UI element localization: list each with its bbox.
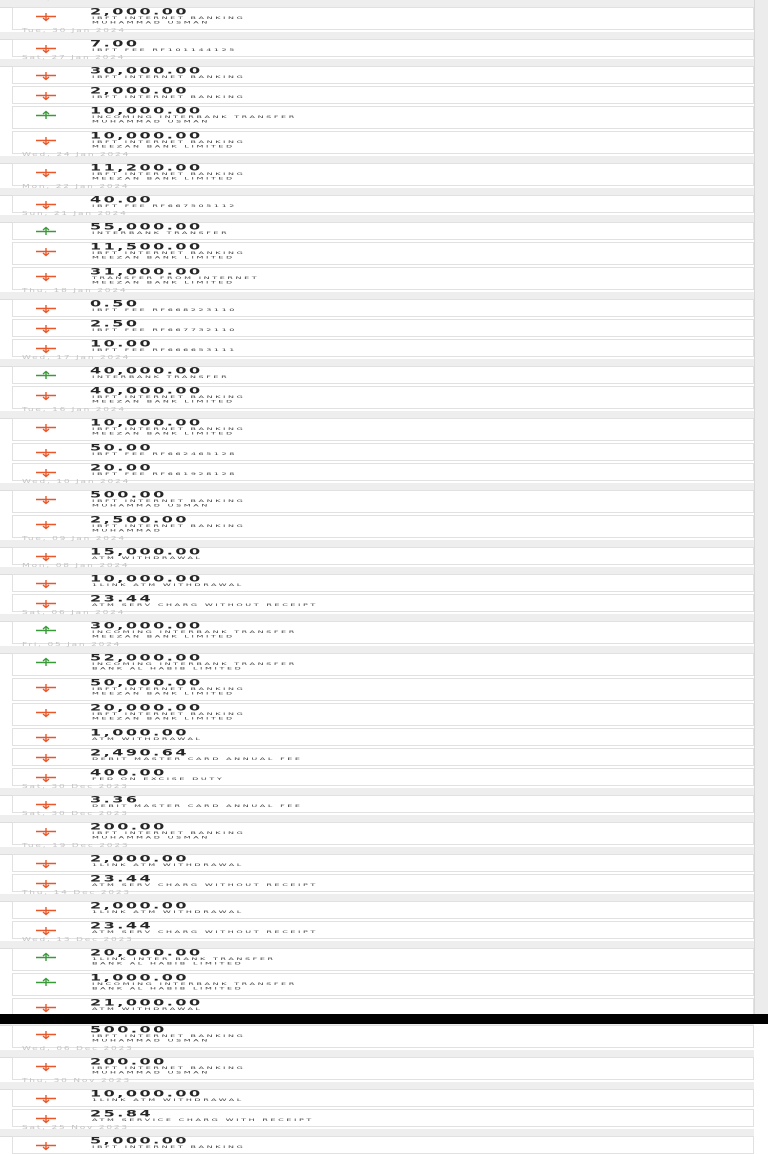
debit-arrow-icon bbox=[35, 200, 57, 209]
transaction-description-line: MUHAMMAD USMAN bbox=[92, 119, 210, 124]
transaction-description-line: MUHAMMAD USMAN bbox=[92, 835, 210, 840]
date-header-label: Wed, 06 Dec 2023 bbox=[22, 1046, 134, 1052]
transaction-description-line: IBFT INTERNET BANKING bbox=[92, 75, 246, 80]
date-header-label: Sat, 06 Jan 2024 bbox=[22, 610, 126, 616]
transaction-description bbox=[92, 524, 245, 533]
transaction-amount: 20,000.00 bbox=[90, 702, 203, 713]
date-header-label: Tue, 16 Jan 2024 bbox=[22, 407, 126, 413]
transaction-row[interactable] bbox=[12, 443, 754, 461]
transaction-description-line: IBFT INTERNET BANKING bbox=[92, 1066, 246, 1071]
transaction-description-line: BANK AL HABIB LIMITED bbox=[92, 961, 244, 966]
debit-arrow-icon bbox=[35, 324, 57, 333]
transaction-description-line: IBFT FEE RF101144125 bbox=[92, 48, 237, 53]
transaction-description-line: IBFT FEE RF667732110 bbox=[92, 328, 237, 333]
transaction-description bbox=[92, 276, 259, 285]
transaction-description-line: IBFT FEE RF667505112 bbox=[92, 204, 237, 209]
credit-arrow-icon bbox=[35, 371, 57, 380]
transaction-row[interactable] bbox=[12, 242, 754, 265]
transaction-amount: 1,000.00 bbox=[90, 727, 189, 738]
transaction-description bbox=[92, 1034, 245, 1043]
transaction-row[interactable] bbox=[12, 1136, 754, 1154]
transaction-description-line: BANK AL HABIB LIMITED bbox=[92, 986, 244, 991]
date-header-label: Mon, 08 Jan 2024 bbox=[22, 563, 130, 569]
transaction-amount: 40.00 bbox=[90, 194, 154, 205]
transaction-amount: 10,000.00 bbox=[90, 417, 203, 428]
transaction-description-line: MUHAMMAD USMAN bbox=[92, 1038, 210, 1043]
debit-arrow-icon bbox=[35, 800, 57, 809]
transaction-description-line: MEEZAN BANK LIMITED bbox=[92, 399, 235, 404]
transaction-row[interactable] bbox=[12, 490, 754, 513]
transaction-description-line: INCOMING INTERBANK TRANSFER bbox=[92, 630, 297, 635]
transaction-amount: 2,000.00 bbox=[90, 6, 189, 17]
transaction-description bbox=[92, 583, 244, 588]
transaction-amount: 7.00 bbox=[90, 38, 140, 49]
transaction-row[interactable] bbox=[12, 703, 754, 726]
transaction-description-line: IBFT INTERNET BANKING bbox=[92, 395, 246, 400]
transaction-description bbox=[92, 472, 237, 477]
debit-arrow-icon bbox=[35, 1003, 57, 1012]
date-header-label: Tue, 30 Jan 2024 bbox=[22, 28, 126, 34]
date-header-label: Sat, 30 Dec 2023 bbox=[22, 784, 129, 790]
transaction-row[interactable] bbox=[12, 621, 754, 644]
transaction-amount: 11,200.00 bbox=[90, 162, 203, 173]
transaction-amount: 50.00 bbox=[90, 442, 154, 453]
transaction-description-line: MUHAMMAD USMAN bbox=[92, 1070, 210, 1075]
debit-arrow-icon bbox=[35, 304, 57, 313]
debit-arrow-icon bbox=[35, 599, 57, 608]
debit-arrow-icon bbox=[35, 1094, 57, 1103]
transaction-row[interactable] bbox=[12, 1025, 754, 1048]
transaction-description-line: ATM SERV CHARG WITHOUT RECEIPT bbox=[92, 603, 318, 608]
transaction-row[interactable] bbox=[12, 948, 754, 971]
transaction-description-line: ATM WITHDRAWAL bbox=[92, 1007, 203, 1012]
transaction-description-line: MEEZAN BANK LIMITED bbox=[92, 431, 235, 436]
date-header-label: Wed, 17 Jan 2024 bbox=[22, 355, 131, 361]
debit-arrow-icon bbox=[35, 468, 57, 477]
credit-arrow-icon bbox=[35, 227, 57, 236]
transaction-description bbox=[92, 712, 245, 721]
transaction-amount: 2,000.00 bbox=[90, 900, 189, 911]
date-header-label: Sat, 25 Nov 2023 bbox=[22, 1125, 129, 1131]
debit-arrow-icon bbox=[35, 136, 57, 145]
date-header-label: Wed, 13 Dec 2023 bbox=[22, 937, 134, 943]
transaction-amount: 5,000.00 bbox=[90, 1135, 189, 1146]
transaction-amount: 200.00 bbox=[90, 1056, 167, 1067]
transaction-row[interactable] bbox=[12, 106, 754, 129]
transaction-description-line: INCOMING INTERBANK TRANSFER bbox=[92, 982, 297, 987]
transaction-amount: 11,500.00 bbox=[90, 241, 203, 252]
transaction-description bbox=[92, 115, 297, 124]
transaction-description bbox=[92, 1066, 245, 1075]
transaction-description bbox=[92, 1145, 245, 1150]
transaction-row[interactable] bbox=[12, 574, 754, 592]
transaction-amount: 2,490.64 bbox=[90, 747, 189, 758]
debit-arrow-icon bbox=[35, 391, 57, 400]
date-header-label bbox=[22, 0, 132, 2]
debit-arrow-icon bbox=[35, 579, 57, 588]
transaction-amount: 2.50 bbox=[90, 318, 140, 329]
transaction-description-line: 1LINK INTER BANK TRANSFER bbox=[92, 957, 276, 962]
transaction-row[interactable] bbox=[12, 86, 754, 104]
transaction-amount: 2,000.00 bbox=[90, 853, 189, 864]
transaction-amount: 3.36 bbox=[90, 794, 140, 805]
debit-arrow-icon bbox=[35, 247, 57, 256]
transaction-description-line: 1LINK ATM WITHDRAWAL bbox=[92, 863, 244, 868]
transaction-amount: 10,000.00 bbox=[90, 105, 203, 116]
transaction-description-line: IBFT FEE RF668223110 bbox=[92, 308, 237, 313]
date-header-label: Wed, 10 Jan 2024 bbox=[22, 479, 131, 485]
transaction-description-line: ATM SERV CHARG WITHOUT RECEIPT bbox=[92, 930, 318, 935]
transaction-row[interactable] bbox=[12, 366, 754, 384]
transaction-amount: 500.00 bbox=[90, 489, 167, 500]
transaction-description-line: ATM WITHDRAWAL bbox=[92, 737, 203, 742]
transaction-description bbox=[92, 930, 318, 935]
date-header-label: Sun, 21 Jan 2024 bbox=[22, 211, 128, 217]
transaction-description bbox=[92, 1098, 244, 1103]
transaction-description-line: 1LINK ATM WITHDRAWAL bbox=[92, 583, 244, 588]
transaction-row[interactable] bbox=[12, 973, 754, 996]
debit-arrow-icon bbox=[35, 1114, 57, 1123]
transaction-row[interactable] bbox=[12, 728, 754, 746]
transaction-amount: 31,000.00 bbox=[90, 266, 203, 277]
transaction-description bbox=[92, 95, 245, 100]
transaction-description-line: INCOMING INTERBANK TRANSFER bbox=[92, 115, 297, 120]
transaction-description-line: IBFT INTERNET BANKING bbox=[92, 499, 246, 504]
debit-arrow-icon bbox=[35, 12, 57, 21]
transaction-description bbox=[92, 140, 245, 149]
transaction-description-line: IBFT FEE RF662465128 bbox=[92, 452, 237, 457]
transaction-description bbox=[92, 452, 237, 457]
transaction-description bbox=[92, 328, 237, 333]
transaction-description-line: TRANSFER FROM INTERNET bbox=[92, 276, 260, 281]
transaction-description bbox=[92, 348, 237, 353]
transaction-description bbox=[92, 1007, 203, 1012]
debit-arrow-icon bbox=[35, 344, 57, 353]
debit-arrow-icon bbox=[35, 753, 57, 762]
transaction-row[interactable] bbox=[12, 678, 754, 701]
transaction-description bbox=[92, 556, 203, 561]
debit-arrow-icon bbox=[35, 520, 57, 529]
transaction-description-line: IBFT INTERNET BANKING bbox=[92, 16, 246, 21]
transaction-description bbox=[92, 957, 276, 966]
transaction-row[interactable] bbox=[12, 131, 754, 154]
transaction-description-line: DEBIT MASTER CARD ANNUAL FEE bbox=[92, 757, 303, 762]
transaction-description bbox=[92, 863, 244, 868]
debit-arrow-icon bbox=[35, 71, 57, 80]
debit-arrow-icon bbox=[35, 773, 57, 782]
debit-arrow-icon bbox=[35, 1062, 57, 1071]
date-header-label: Sat, 30 Dec 2023 bbox=[22, 811, 129, 817]
credit-arrow-icon bbox=[35, 978, 57, 987]
transaction-description bbox=[92, 982, 297, 991]
transaction-description bbox=[92, 16, 245, 25]
transaction-description-line: ATM WITHDRAWAL bbox=[92, 556, 203, 561]
debit-arrow-icon bbox=[35, 272, 57, 281]
debit-arrow-icon bbox=[35, 926, 57, 935]
transaction-description bbox=[92, 204, 237, 209]
scrollbar[interactable] bbox=[754, 0, 768, 1014]
transaction-description bbox=[92, 831, 245, 840]
transaction-description-line: IBFT INTERNET BANKING bbox=[92, 251, 246, 256]
debit-arrow-icon bbox=[35, 423, 57, 432]
transaction-row[interactable] bbox=[12, 1089, 754, 1107]
transaction-row[interactable] bbox=[12, 66, 754, 84]
transaction-description-line: IBFT INTERNET BANKING bbox=[92, 1034, 246, 1039]
transaction-row[interactable] bbox=[12, 1057, 754, 1080]
transaction-description bbox=[92, 172, 245, 181]
transaction-description bbox=[92, 883, 318, 888]
transaction-amount: 10,000.00 bbox=[90, 130, 203, 141]
debit-arrow-icon bbox=[35, 733, 57, 742]
transaction-description-line: ATM SERV CHARG WITHOUT RECEIPT bbox=[92, 883, 318, 888]
transaction-amount: 40,000.00 bbox=[90, 385, 203, 396]
transaction-description-line: MUHAMMAD USMAN bbox=[92, 20, 210, 25]
transaction-description-line: ATM SERVICE CHARG WITH RECEIPT bbox=[92, 1118, 314, 1123]
transaction-description-line: INCOMING INTERBANK TRANSFER bbox=[92, 662, 297, 667]
transaction-description bbox=[92, 737, 203, 742]
transaction-description-line: 1LINK ATM WITHDRAWAL bbox=[92, 1098, 244, 1103]
debit-arrow-icon bbox=[35, 552, 57, 561]
transaction-description-line: IBFT INTERNET BANKING bbox=[92, 95, 246, 100]
date-header-label: Wed, 24 Jan 2024 bbox=[22, 152, 131, 158]
debit-arrow-icon bbox=[35, 879, 57, 888]
date-header-label: Sat, 27 Jan 2024 bbox=[22, 55, 126, 61]
transaction-description bbox=[92, 427, 245, 436]
transaction-description-line: IBFT INTERNET BANKING bbox=[92, 712, 246, 717]
debit-arrow-icon bbox=[35, 906, 57, 915]
date-header-label: Thu, 18 Jan 2024 bbox=[22, 288, 128, 294]
transaction-description bbox=[92, 75, 245, 80]
transaction-amount: 400.00 bbox=[90, 767, 167, 778]
transaction-amount: 23.44 bbox=[90, 920, 154, 931]
transaction-row[interactable] bbox=[12, 515, 754, 538]
transaction-description bbox=[92, 395, 245, 404]
transaction-amount: 20,000.00 bbox=[90, 947, 203, 958]
transaction-description bbox=[92, 308, 237, 313]
debit-arrow-icon bbox=[35, 448, 57, 457]
transaction-description-line: DEBIT MASTER CARD ANNUAL FEE bbox=[92, 804, 303, 809]
credit-arrow-icon bbox=[35, 626, 57, 635]
credit-arrow-icon bbox=[35, 953, 57, 962]
transaction-description-line: INTERBANK TRANSFER bbox=[92, 231, 230, 236]
debit-arrow-icon bbox=[35, 91, 57, 100]
debit-arrow-icon bbox=[35, 495, 57, 504]
transaction-amount: 25.84 bbox=[90, 1108, 154, 1119]
transaction-amount: 50,000.00 bbox=[90, 677, 203, 688]
transaction-description-line: INTERBANK TRANSFER bbox=[92, 375, 230, 380]
transaction-description bbox=[92, 662, 297, 671]
date-header-label: Thu, 14 Dec 2023 bbox=[22, 890, 131, 896]
transaction-description bbox=[92, 375, 229, 380]
transaction-amount: 40,000.00 bbox=[90, 365, 203, 376]
transaction-description-line: IBFT INTERNET BANKING bbox=[92, 427, 246, 432]
transaction-description-line: IBFT INTERNET BANKING bbox=[92, 687, 246, 692]
transaction-description-line: IBFT FEE RF661928128 bbox=[92, 472, 237, 477]
transaction-row[interactable] bbox=[12, 267, 754, 290]
transaction-row[interactable] bbox=[12, 822, 754, 845]
transaction-description bbox=[92, 687, 245, 696]
transaction-amount: 2,000.00 bbox=[90, 85, 189, 96]
transaction-row[interactable] bbox=[12, 299, 754, 317]
debit-arrow-icon bbox=[35, 168, 57, 177]
transaction-description bbox=[92, 251, 245, 260]
transaction-description bbox=[92, 630, 297, 639]
transaction-amount: 23.44 bbox=[90, 873, 154, 884]
transaction-description-line: MEEZAN BANK LIMITED bbox=[92, 691, 235, 696]
transaction-description-line: FED ON EXCISE DUTY bbox=[92, 777, 225, 782]
date-header-label: Fri, 05 Jan 2024 bbox=[22, 642, 122, 648]
transaction-description-line: MEEZAN BANK LIMITED bbox=[92, 280, 235, 285]
transaction-row[interactable] bbox=[12, 653, 754, 676]
transaction-amount: 200.00 bbox=[90, 821, 167, 832]
debit-arrow-icon bbox=[35, 44, 57, 53]
transaction-description-line: IBFT INTERNET BANKING bbox=[92, 831, 246, 836]
transaction-amount: 1,000.00 bbox=[90, 972, 189, 983]
transaction-row[interactable] bbox=[12, 319, 754, 337]
transaction-amount: 500.00 bbox=[90, 1024, 167, 1035]
transaction-row[interactable] bbox=[12, 386, 754, 409]
transaction-amount: 55,000.00 bbox=[90, 221, 203, 232]
transaction-amount: 30,000.00 bbox=[90, 65, 203, 76]
transaction-description-line: 1LINK ATM WITHDRAWAL bbox=[92, 910, 244, 915]
credit-arrow-icon bbox=[35, 658, 57, 667]
transaction-description-line: IBFT INTERNET BANKING bbox=[92, 172, 246, 177]
debit-arrow-icon bbox=[35, 1141, 57, 1150]
transaction-amount: 23.44 bbox=[90, 593, 154, 604]
transaction-description-line: MEEZAN BANK LIMITED bbox=[92, 144, 235, 149]
transaction-description-line: MEEZAN BANK LIMITED bbox=[92, 716, 235, 721]
transaction-description-line: IBFT INTERNET BANKING bbox=[92, 140, 246, 145]
date-header-label: Tue, 09 Jan 2024 bbox=[22, 536, 126, 542]
transaction-amount: 10,000.00 bbox=[90, 573, 203, 584]
transaction-amount: 30,000.00 bbox=[90, 620, 203, 631]
transaction-description-line: MUHAMMAD bbox=[92, 528, 163, 533]
transaction-row[interactable] bbox=[12, 854, 754, 872]
transaction-row[interactable] bbox=[12, 222, 754, 240]
debit-arrow-icon bbox=[35, 827, 57, 836]
transaction-amount: 15,000.00 bbox=[90, 546, 203, 557]
transaction-amount: 10.00 bbox=[90, 338, 154, 349]
transaction-amount: 2,500.00 bbox=[90, 514, 189, 525]
bottom-bar bbox=[0, 1014, 768, 1024]
transaction-row[interactable] bbox=[12, 163, 754, 186]
transaction-description-line: IBFT FEE RF666653111 bbox=[92, 348, 237, 353]
transaction-amount: 10,000.00 bbox=[90, 1088, 203, 1099]
transaction-description-line: IBFT INTERNET BANKING bbox=[92, 1145, 246, 1150]
transaction-description bbox=[92, 910, 244, 915]
transaction-row[interactable] bbox=[12, 901, 754, 919]
transaction-description bbox=[92, 603, 318, 608]
transaction-description bbox=[92, 804, 303, 809]
transaction-description bbox=[92, 231, 229, 236]
transaction-description bbox=[92, 1118, 314, 1123]
transaction-description-line: IBFT INTERNET BANKING bbox=[92, 524, 246, 529]
transaction-description bbox=[92, 757, 303, 762]
transaction-description bbox=[92, 499, 245, 508]
debit-arrow-icon bbox=[35, 683, 57, 692]
transaction-description-line: MEEZAN BANK LIMITED bbox=[92, 176, 235, 181]
debit-arrow-icon bbox=[35, 708, 57, 717]
transaction-description bbox=[92, 777, 224, 782]
transaction-amount: 52,000.00 bbox=[90, 652, 203, 663]
transaction-row[interactable] bbox=[12, 7, 754, 30]
date-header-label: Tue, 19 Dec 2023 bbox=[22, 843, 130, 849]
date-header-label: Thu, 30 Nov 2023 bbox=[22, 1078, 132, 1084]
transaction-row[interactable] bbox=[12, 748, 754, 766]
debit-arrow-icon bbox=[35, 859, 57, 868]
transaction-amount: 21,000.00 bbox=[90, 997, 203, 1008]
transaction-description-line: MUHAMMAD USMAN bbox=[92, 503, 210, 508]
transaction-description-line: MEEZAN BANK LIMITED bbox=[92, 634, 235, 639]
transaction-description-line: BANK AL HABIB LIMITED bbox=[92, 666, 244, 671]
debit-arrow-icon bbox=[35, 1030, 57, 1039]
transaction-amount: 0.50 bbox=[90, 298, 140, 309]
date-header-label: Mon, 22 Jan 2024 bbox=[22, 184, 130, 190]
transaction-row[interactable] bbox=[12, 418, 754, 441]
transaction-description bbox=[92, 48, 237, 53]
transaction-amount: 20.00 bbox=[90, 462, 154, 473]
transaction-description-line: MEEZAN BANK LIMITED bbox=[92, 255, 235, 260]
credit-arrow-icon bbox=[35, 111, 57, 120]
